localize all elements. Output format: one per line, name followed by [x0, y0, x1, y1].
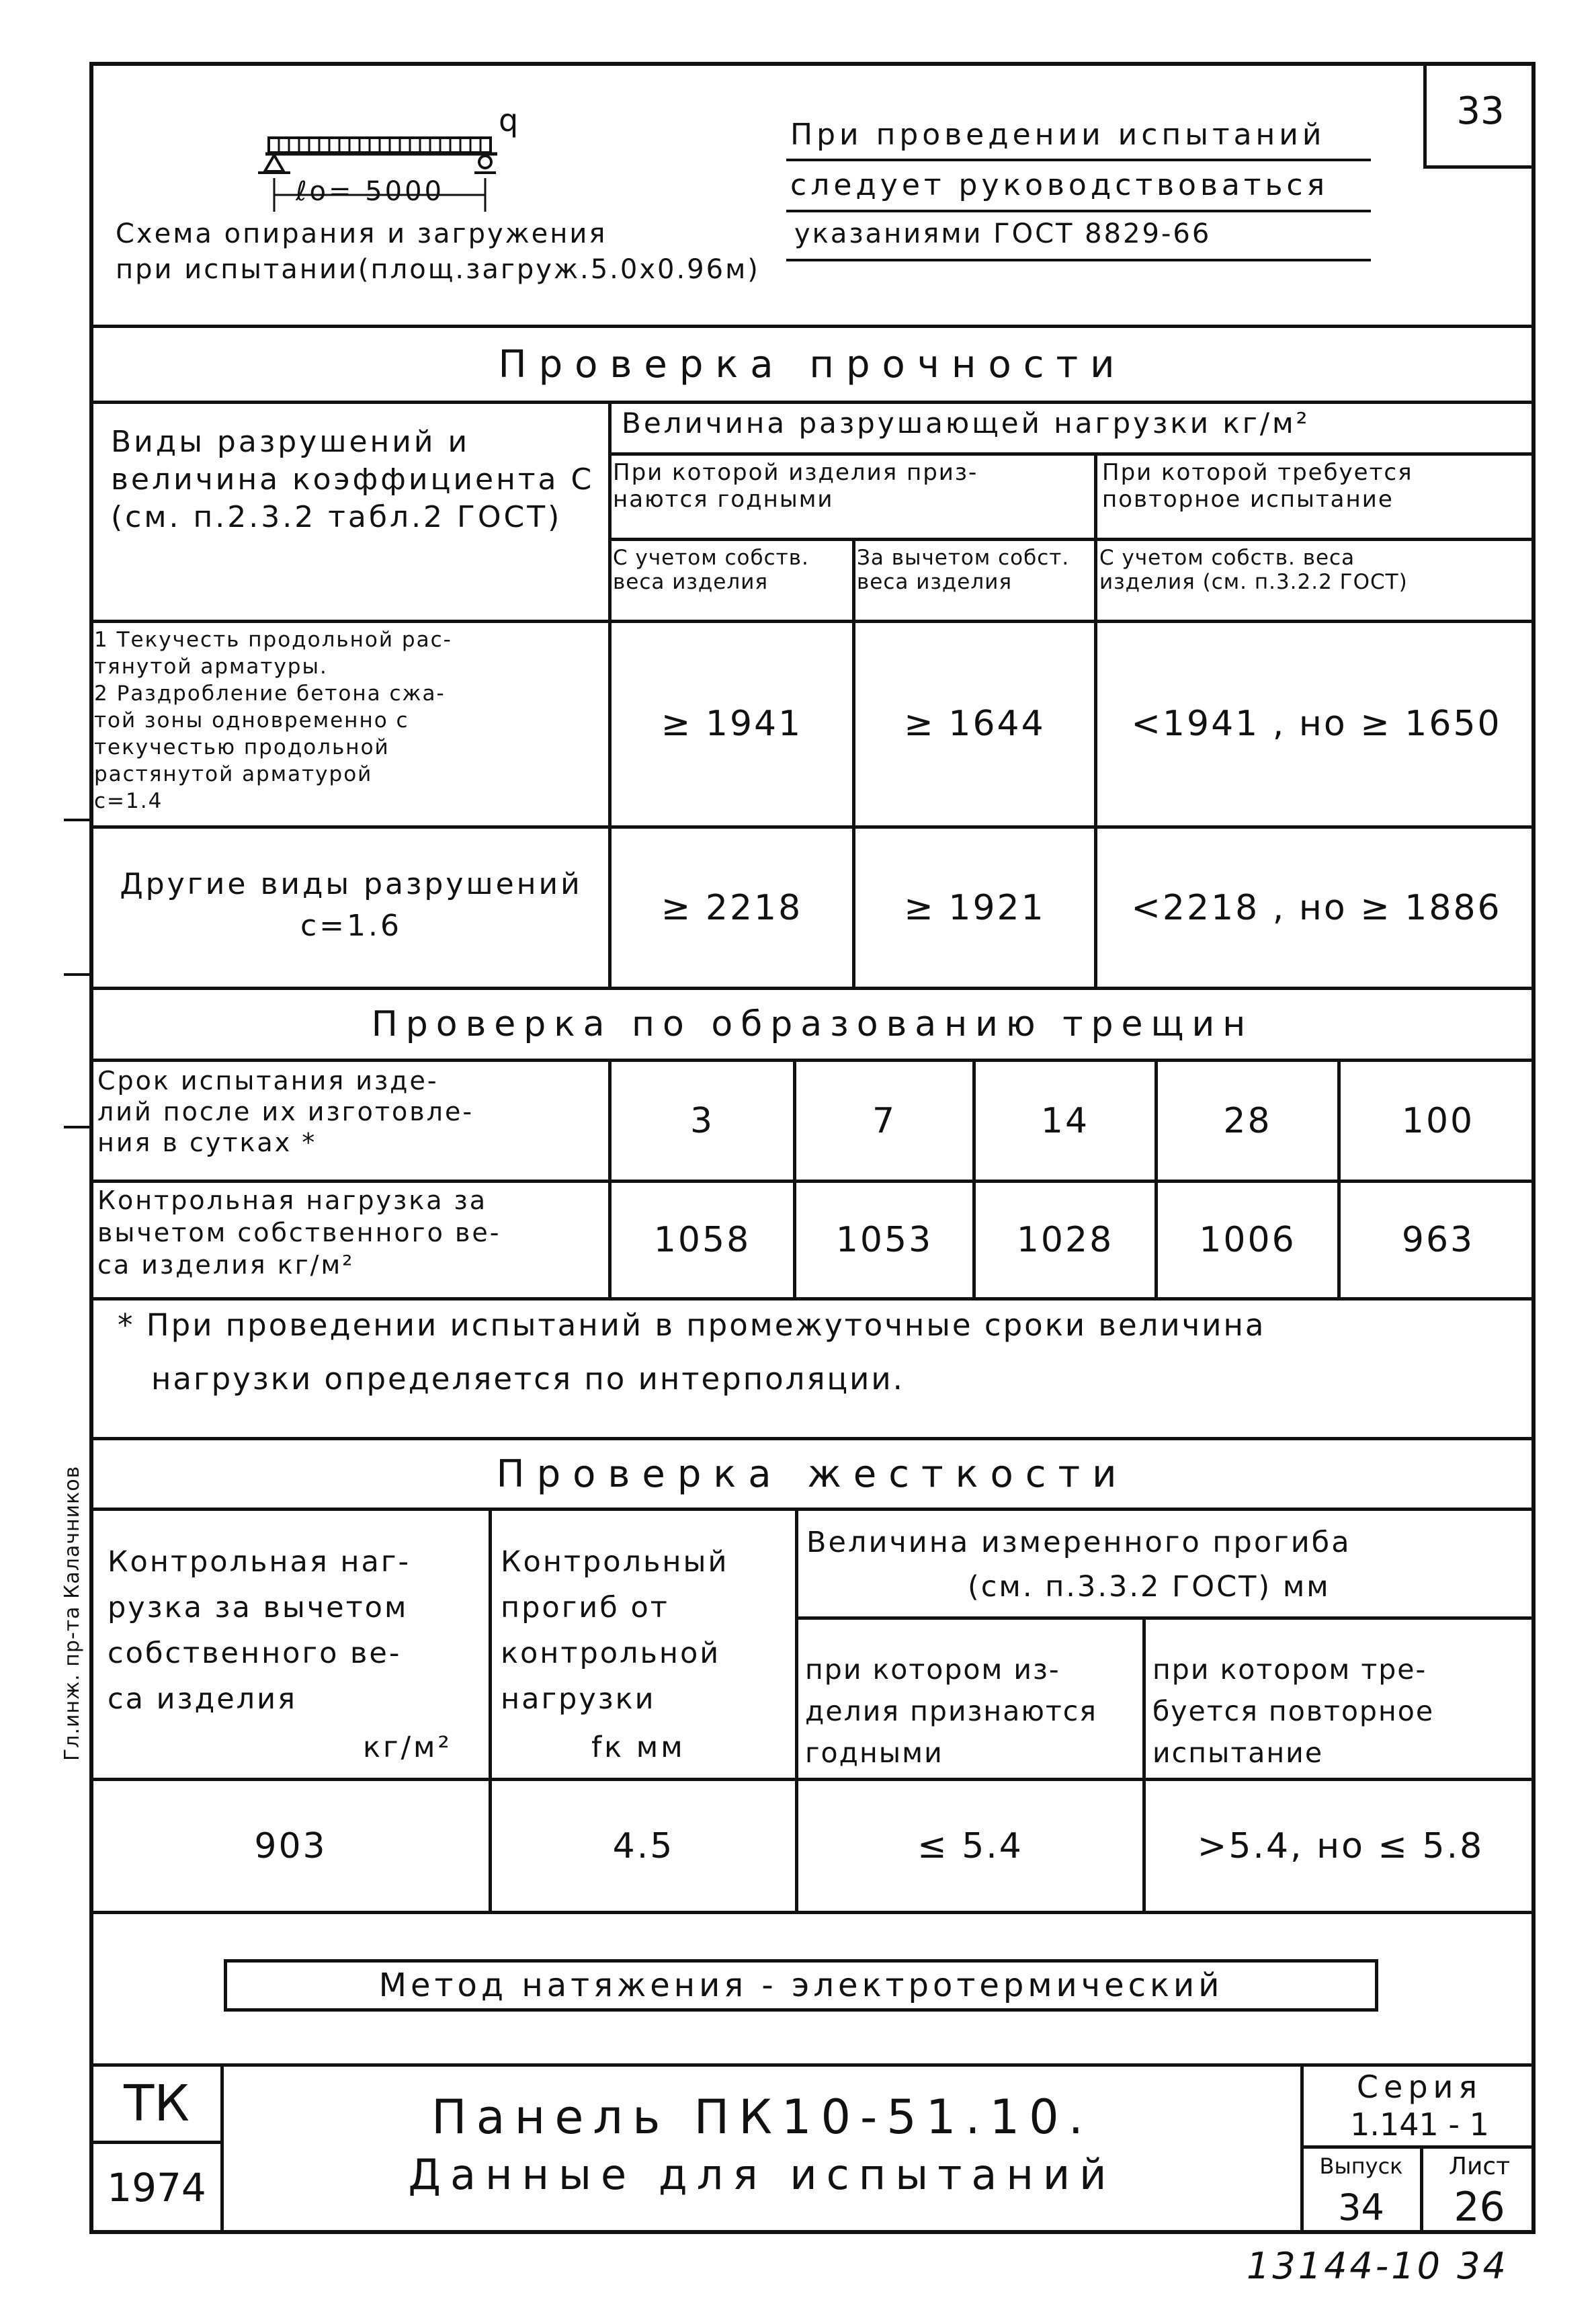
- strength-retest-header: [1102, 459, 1413, 513]
- strength-left-header-line-1: Виды разрушений и: [111, 425, 470, 459]
- strength-load-header: Величина разрушающей нагрузки кг/м²: [622, 407, 1310, 440]
- stiffness-control-load: 903: [254, 1825, 327, 1866]
- strength-left-header-line-3: (см. п.2.3.2 табл.2 ГОСТ): [111, 500, 562, 534]
- cracks-title: Проверка по образованию трещин: [371, 1004, 1254, 1044]
- margin-tick-1: [64, 819, 91, 821]
- sub-with-own-line-1: С учетом собств.: [613, 546, 809, 570]
- cracks-row2-line-1: Контрольная нагрузка за: [97, 1186, 488, 1215]
- margin-tick-2: [64, 973, 91, 976]
- divider-stiffness-title: [89, 1508, 1536, 1511]
- cracks-note-line-1: * При проведении испытаний в промежуточные сроки величина: [118, 1307, 1266, 1343]
- strength-title: Проверка прочности: [498, 342, 1127, 386]
- stiffness-fit-line-3: годными: [805, 1737, 943, 1769]
- strength-fit-header-line-1: При которой изделия приз-: [613, 459, 978, 486]
- schema-caption-2: при испытании(площ.загруж.5.0х0.96м): [116, 254, 760, 285]
- stiffness-measured-line-1: Величина измеренного прогиба: [806, 1526, 1351, 1559]
- sub-minus-own-line-1: За вычетом собст.: [857, 546, 1070, 570]
- stiffness-fit-value: ≤ 5.4: [917, 1825, 1023, 1866]
- stiffness-measured-line: [795, 1616, 1536, 1620]
- instruction-line-1: При проведении испытаний: [790, 118, 1326, 152]
- strength-row-2-with-own: ≥ 2218: [661, 887, 803, 928]
- strength-left-header-line-2: величина коэффициента C: [111, 462, 595, 497]
- cracks-row-2-label: [97, 1184, 501, 1281]
- schema-caption-1: Схема опирания и загружения: [116, 218, 607, 249]
- strength-sub-with-own: [613, 546, 809, 594]
- stiffness-col1-line-2: рузка за вычетом: [108, 1591, 409, 1624]
- stiffness-fit-line-1: при котором из-: [805, 1653, 1060, 1686]
- cracks-table-bottom: [89, 1297, 1536, 1301]
- stiffness-measured-line-2: (см. п.3.3.2 ГОСТ) мм: [968, 1570, 1331, 1604]
- strength-row-2-retest: <2218 , но ≥ 1886: [1131, 887, 1502, 928]
- margin-tick-3: [64, 1126, 91, 1128]
- stiffness-col2-line-1: Контрольный: [501, 1545, 729, 1579]
- cracks-row2-line-2: вычетом собственного ве-: [97, 1218, 501, 1247]
- strength-row-1-with-own: ≥ 1941: [661, 704, 803, 744]
- cracks-row2-line-3: са изделия кг/м²: [97, 1250, 355, 1280]
- divider-method-top: [89, 1911, 1536, 1914]
- cracks-row1-line-3: ния в сутках *: [97, 1128, 317, 1157]
- series-value: 1.141 - 1: [1350, 2106, 1489, 2143]
- stiffness-col2-line-4: нагрузки: [501, 1682, 656, 1716]
- strength-row-1-retest: <1941 , но ≥ 1650: [1131, 704, 1502, 744]
- strength-load-header-line: [608, 452, 1536, 456]
- stiffness-col1-line-4: са изделия: [108, 1682, 297, 1716]
- cracks-row1-line-1: Срок испытания изде-: [97, 1066, 439, 1096]
- stiffness-retest-line-1: при котором тре-: [1152, 1653, 1427, 1686]
- row1-line-1: 1 Текучесть продольной рас-: [94, 628, 452, 652]
- strength-sub-header-line: [608, 538, 1536, 541]
- cracks-day-14: 14: [1040, 1100, 1090, 1141]
- stiffness-measured-header: [806, 1520, 1351, 1609]
- issue-label: Выпуск: [1319, 2153, 1403, 2179]
- cracks-load-7: 1053: [835, 1220, 933, 1260]
- cracks-load-3: 1058: [653, 1220, 751, 1260]
- stiffness-control-deflection: 4.5: [612, 1825, 675, 1866]
- page-number-box-bottom: [1423, 165, 1536, 169]
- span-label: ℓo= 5000: [296, 176, 445, 207]
- sub-retest-line-2: изделия (см. п.3.2.2 ГОСТ): [1099, 570, 1408, 594]
- instruction-underline-1: [786, 159, 1371, 161]
- series-label: Серия: [1356, 2069, 1483, 2105]
- stiffness-col1-line-3: собственного ве-: [108, 1637, 402, 1670]
- side-stamp: [60, 1277, 90, 1761]
- stiffness-col1-unit: кг/м²: [363, 1731, 452, 1764]
- load-symbol: q: [499, 102, 521, 138]
- stiffness-retest-line-2: буется повторное: [1152, 1695, 1435, 1727]
- sub-retest-line-1: С учетом собств. веса: [1099, 546, 1355, 570]
- doc-title-line-2: Данные для испытаний: [408, 2149, 1116, 2199]
- strength-sub-retest: [1099, 546, 1408, 594]
- stiffness-col2-unit: fк мм: [591, 1731, 685, 1764]
- title-block-series-divider: [1300, 2145, 1536, 2149]
- beam-load-diagram: [249, 111, 531, 225]
- sub-with-own-line-2: веса изделия: [613, 570, 768, 594]
- cracks-load-14: 1028: [1016, 1220, 1114, 1260]
- sub-minus-own-line-2: веса изделия: [857, 570, 1012, 594]
- title-block-top: [89, 2063, 1536, 2067]
- stiffness-retest-header: [1152, 1649, 1434, 1774]
- strength-retest-header-line-2: повторное испытание: [1102, 486, 1394, 513]
- instruction-underline-2: [786, 210, 1371, 212]
- cracks-load-28: 1006: [1199, 1220, 1296, 1260]
- stiffness-col2-header: [501, 1539, 728, 1722]
- cracks-note-line-2: нагрузки определяется по интерполяции.: [151, 1361, 905, 1397]
- row1-line-5: текучестью продольной: [94, 735, 390, 759]
- row1-line-4: той зоны одновременно с: [94, 708, 409, 733]
- strength-fit-header-line-2: наются годными: [613, 486, 834, 513]
- stiffness-col1-header: [108, 1539, 411, 1722]
- cracks-day-3: 3: [689, 1100, 715, 1141]
- page-number: 33: [1456, 89, 1505, 133]
- strength-row-1-minus-own: ≥ 1644: [904, 704, 1046, 744]
- stiffness-col2-line-3: контрольной: [501, 1637, 721, 1670]
- cracks-row1-line-2: лий после их изготовле-: [97, 1097, 474, 1126]
- method-text: Метод натяжения - электротермический: [378, 1967, 1224, 2004]
- instruction-line-3: указаниями ГОСТ 8829-66: [794, 218, 1212, 249]
- cracks-day-28: 28: [1223, 1100, 1272, 1141]
- instruction-line-2: следует руководствоваться: [790, 168, 1329, 202]
- sheet-value: 26: [1454, 2184, 1505, 2231]
- row1-line-6: растянутой арматурой: [94, 762, 373, 786]
- org-code: ТК: [124, 2075, 190, 2133]
- bottom-code: 13144-10 34: [1247, 2245, 1509, 2287]
- doc-title-line-1: Панель ПК10-51.10.: [431, 2090, 1093, 2145]
- cracks-day-100: 100: [1401, 1100, 1475, 1141]
- strength-row-2-label: [94, 864, 608, 947]
- divider-strength-title: [89, 401, 1536, 404]
- issue-value: 34: [1338, 2186, 1384, 2229]
- stiffness-fit-line-2: делия признаются: [805, 1695, 1097, 1727]
- stiffness-retest-line-3: испытание: [1152, 1737, 1324, 1769]
- strength-retest-header-line-1: При которой требуется: [1102, 459, 1413, 486]
- strength-left-header: [111, 423, 594, 536]
- stiffness-retest-value: >5.4, но ≤ 5.8: [1197, 1825, 1484, 1866]
- method-box: [224, 1959, 1378, 2012]
- strength-sub-minus-own: [857, 546, 1069, 594]
- strength-row-2-minus-own: ≥ 1921: [904, 887, 1046, 928]
- instruction-underline-3: [786, 259, 1371, 261]
- strength-row-1-label: [94, 626, 452, 815]
- cracks-row-1-label: [97, 1065, 474, 1158]
- stiffness-col1-line-1: Контрольная наг-: [108, 1545, 411, 1579]
- cracks-day-7: 7: [872, 1100, 897, 1141]
- sheet-label: Лист: [1448, 2152, 1511, 2180]
- stiffness-fit-header: [805, 1649, 1097, 1774]
- stiffness-title: Проверка жесткости: [496, 1452, 1129, 1496]
- row2-line-1: Другие виды разрушений: [120, 867, 583, 901]
- row1-line-7: с=1.4: [94, 789, 163, 813]
- strength-fit-header: [613, 459, 978, 513]
- row2-line-2: с=1.6: [300, 909, 403, 943]
- row1-line-3: 2 Раздробление бетона сжа-: [94, 682, 446, 706]
- side-stamp-text: Гл.инж. пр-та Калачников: [60, 1465, 84, 1761]
- row1-line-2: тянутой арматуры.: [94, 655, 328, 679]
- stiffness-col2-line-2: прогиб от: [501, 1591, 669, 1624]
- year: 1974: [107, 2165, 206, 2211]
- cracks-load-100: 963: [1401, 1220, 1475, 1260]
